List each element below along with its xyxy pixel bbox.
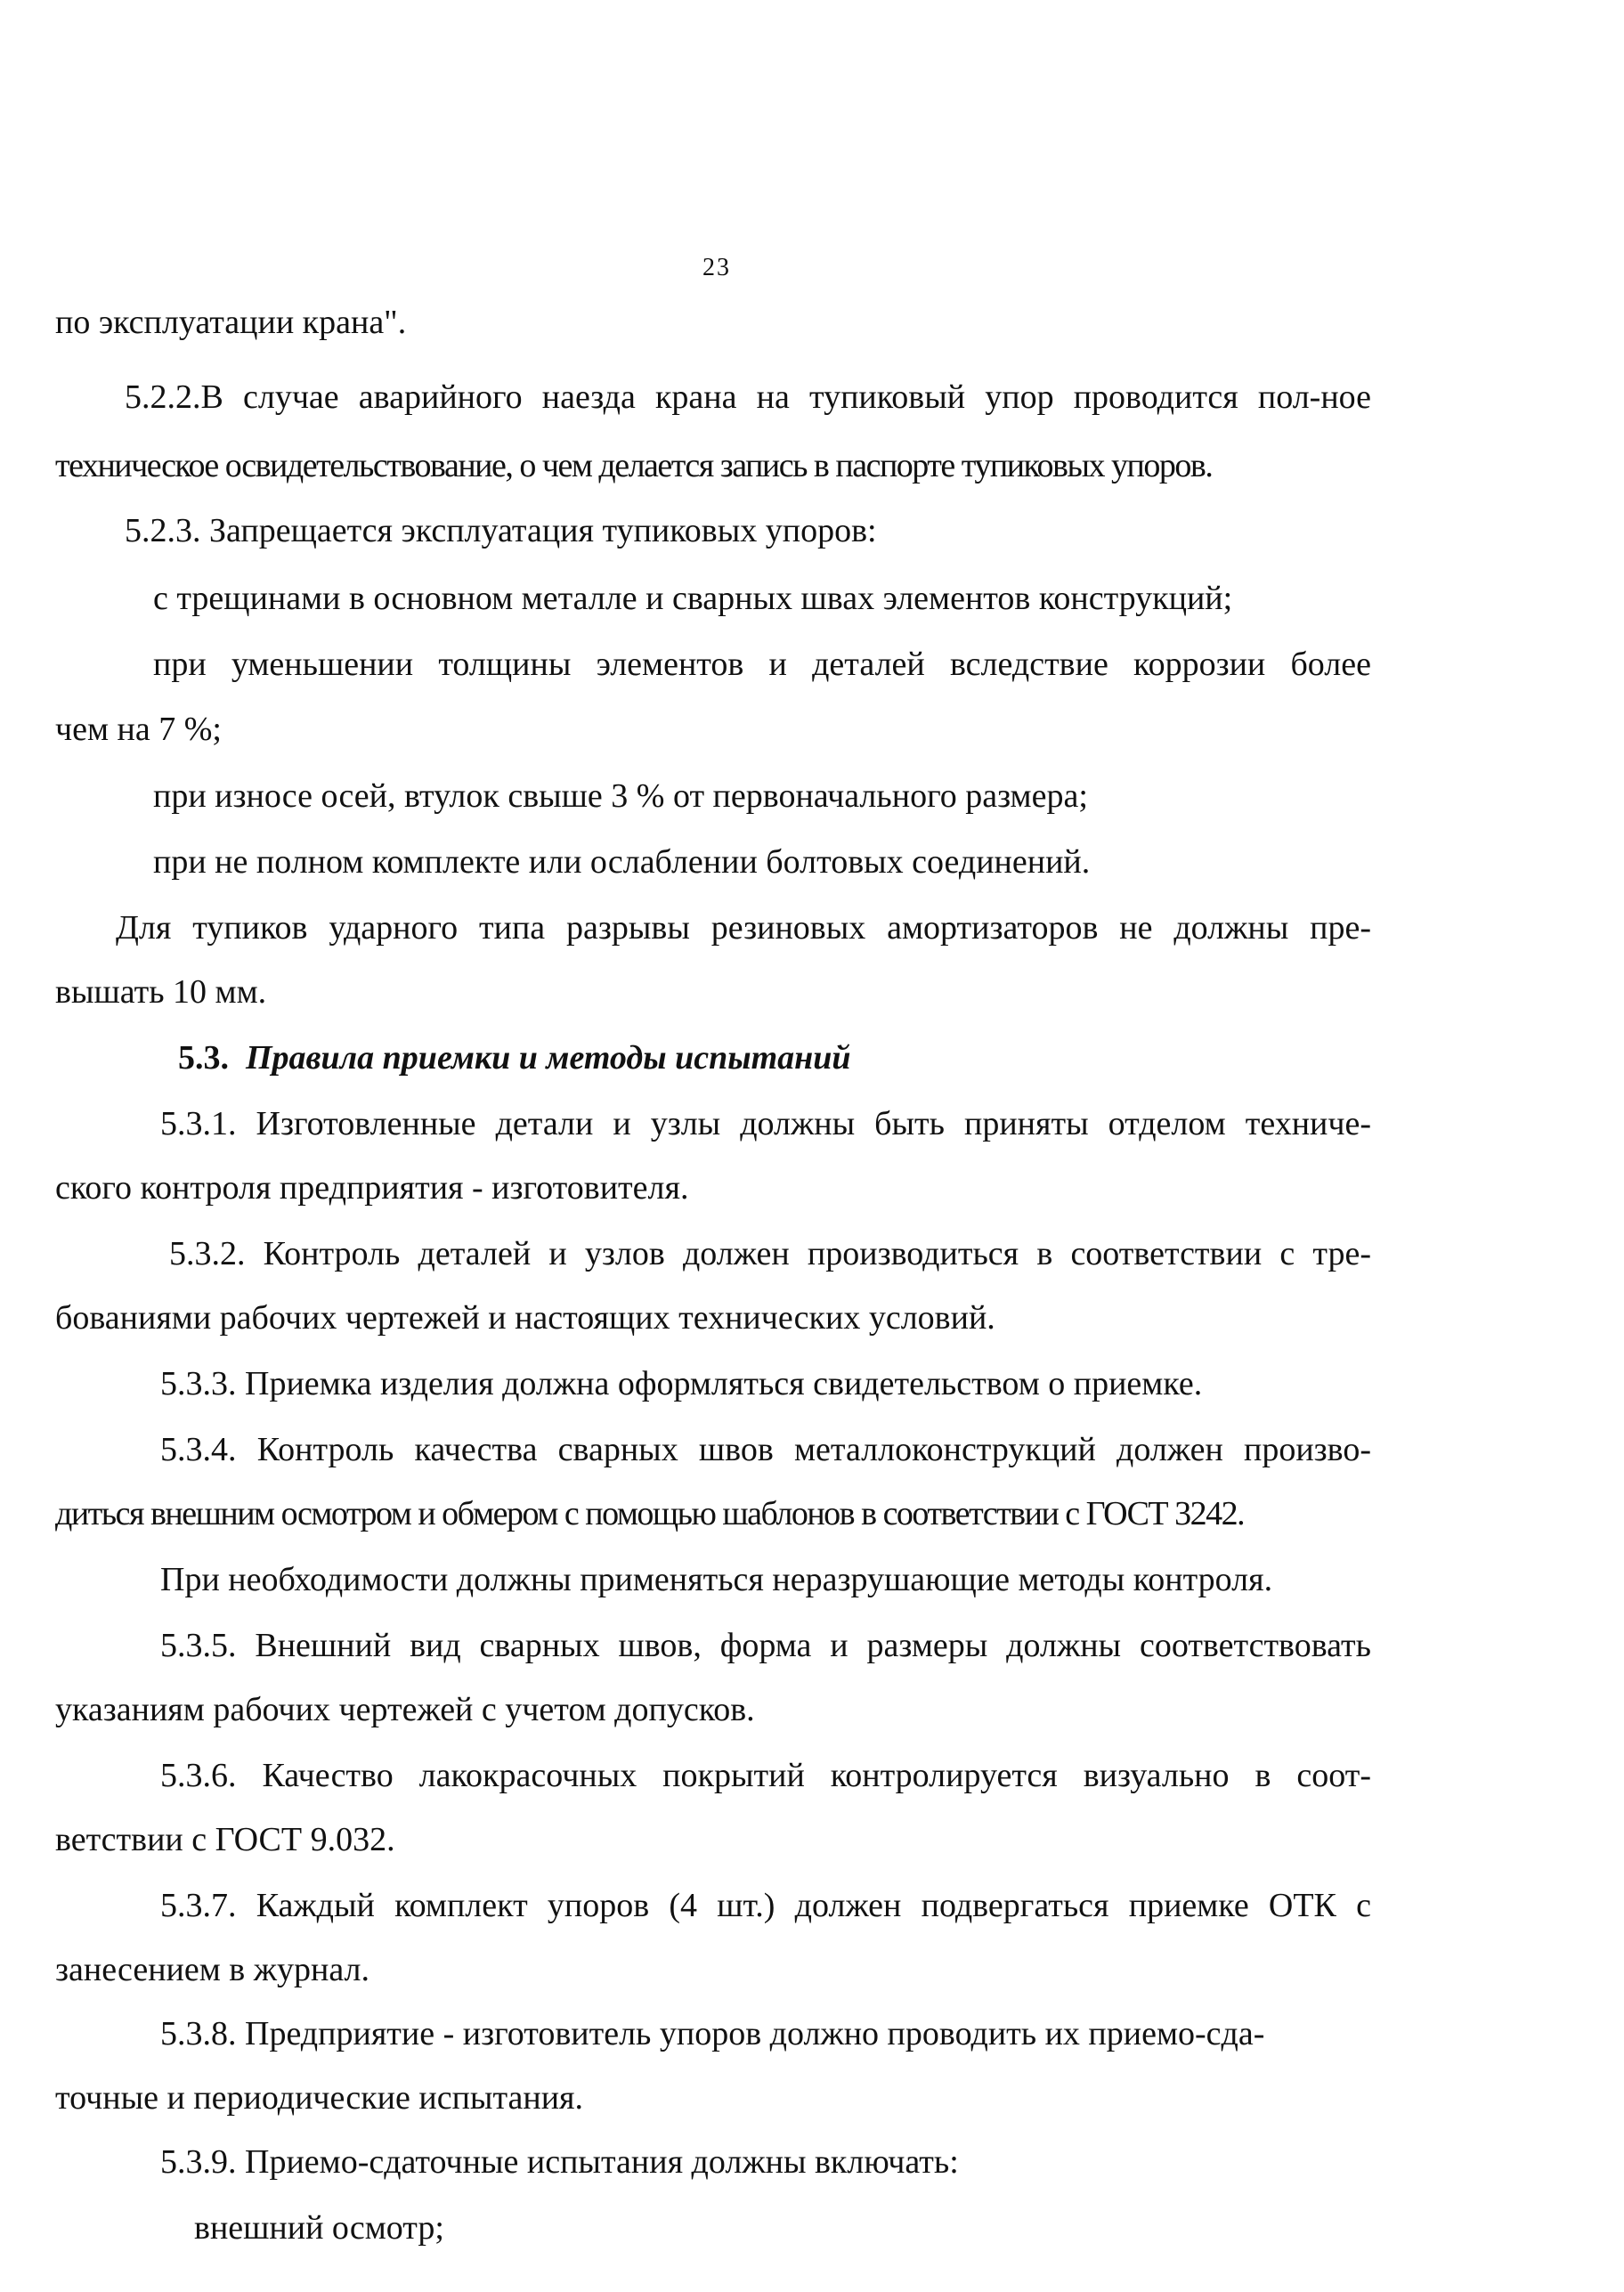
text-line: техническое освидетельствование, о чем делается запись в паспорте тупиковых упоров. <box>55 447 1213 484</box>
text-line: 5.2.3. Запрещается эксплуатация тупиковых упоров: <box>125 512 877 549</box>
section-number: 5.3. <box>178 1039 229 1077</box>
text-line: по эксплуатации крана". <box>55 304 407 341</box>
text-line: бованиями рабочих чертежей и настоящих технических условий. <box>55 1299 995 1337</box>
text-line: 5.3.9. Приемо-сдаточные испытания должны включать: <box>160 2143 959 2181</box>
text-line: ветствии с ГОСТ 9.032. <box>55 1821 395 1858</box>
section-title: Правила приемки и методы испытаний <box>246 1039 851 1077</box>
text-line: 5.3.8. Предприятие - изготовитель упоров должно проводить их приемо-сда- <box>160 2015 1265 2052</box>
text-line: вышать 10 мм. <box>55 973 267 1011</box>
text-line: при не полном комплекте или ослаблении болтовых соединений. <box>153 843 1091 881</box>
text-line: 5.3.7. Каждый комплект упоров (4 шт.) должен подвергаться приемке ОТК с <box>160 1887 1371 1924</box>
text-line: 5.2.2.В случае аварийного наезда крана на тупиковый упор проводится пол-ное <box>125 378 1371 416</box>
text-line: с трещинами в основном металле и сварных швах элементов конструкций; <box>153 580 1233 617</box>
text-line: 5.3.1. Изготовленные детали и узлы должны быть приняты отделом техниче- <box>160 1105 1371 1142</box>
text-line: Для тупиков ударного типа разрывы резиновых амортизаторов не должны пре- <box>116 909 1371 947</box>
text-line: при уменьшении толщины элементов и деталей вследствие коррозии более <box>153 646 1371 683</box>
text-line: при износе осей, втулок свыше 3 % от первоначального размера; <box>153 777 1088 815</box>
text-line: указаниям рабочих чертежей с учетом допусков. <box>55 1691 755 1728</box>
text-line: 5.3.6. Качество лакокрасочных покрытий контролируется визуально в соот- <box>160 1757 1371 1794</box>
text-line: диться внешним осмотром и обмером с помощью шаблонов в соответствии с ГОСТ 3242. <box>55 1495 1245 1532</box>
text-line: 5.3.4. Контроль качества сварных швов металлоконструкций должен произво- <box>160 1431 1371 1468</box>
text-line: занесением в журнал. <box>55 1951 370 1988</box>
section-heading <box>178 1038 851 1077</box>
page-number: 23 <box>702 254 731 281</box>
text-line: чем на 7 %; <box>55 711 222 748</box>
text-line: 5.3.5. Внешний вид сварных швов, форма и размеры должны соответствовать <box>160 1627 1371 1664</box>
text-line: внешний осмотр; <box>194 2209 444 2247</box>
text-line: 5.3.3. Приемка изделия должна оформляться свидетельством о приемке. <box>160 1365 1203 1402</box>
text-line: При необходимости должны применяться неразрушающие методы контроля. <box>160 1561 1273 1598</box>
text-line: ского контроля предприятия - изготовителя. <box>55 1169 689 1207</box>
text-line: точные и периодические испытания. <box>55 2079 584 2117</box>
text-line: 5.3.2. Контроль деталей и узлов должен производиться в соответствии с тре- <box>169 1235 1371 1272</box>
